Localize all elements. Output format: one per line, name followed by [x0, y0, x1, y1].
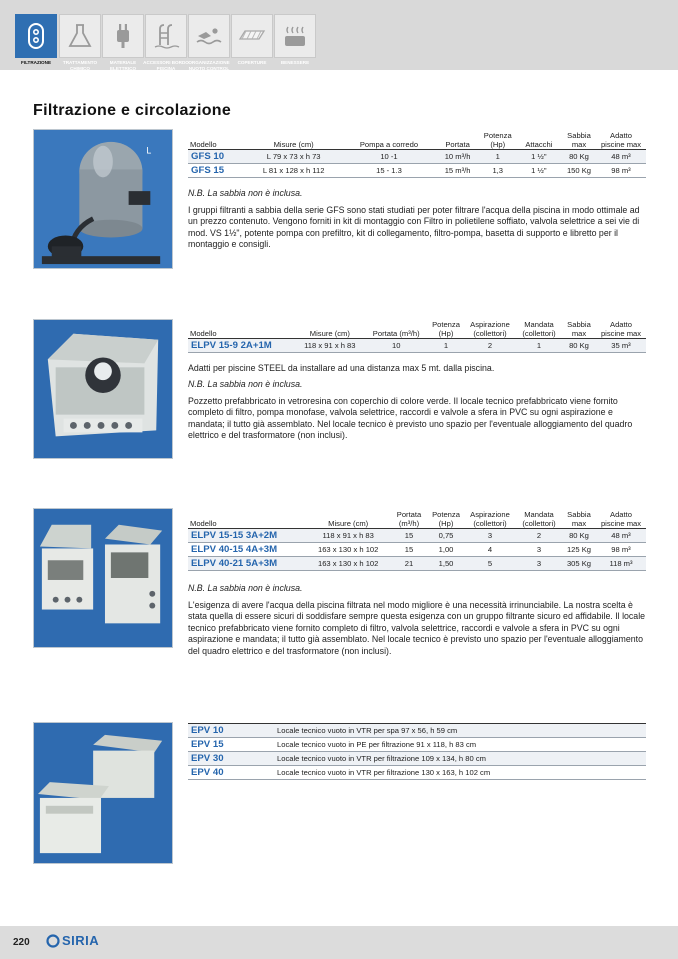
model-code: EPV 15 — [188, 738, 275, 752]
cell: 0,75 — [428, 529, 464, 543]
category-label: MATERIALE ELETTRICO — [109, 60, 137, 71]
cell: 118 x 91 x h 83 — [295, 339, 364, 353]
cell: 1,3 — [480, 164, 516, 178]
brand-logo — [46, 933, 99, 948]
col-header: Aspirazione (collettori) — [464, 320, 516, 339]
cell: 10 -1 — [343, 150, 436, 164]
category-label: FILTRAZIONE — [20, 60, 52, 65]
category-label: TRATTAMENTO CHIMICO — [62, 60, 98, 71]
table-row — [188, 543, 646, 557]
col-header: Portata (m³/h) — [390, 510, 428, 529]
col-header: Potenza (Hp) — [428, 510, 464, 529]
cell: L 79 x 73 x h 73 — [245, 150, 343, 164]
col-header: Attacchi — [516, 131, 562, 150]
cell: 80 Kg — [562, 339, 596, 353]
cell: 1 ½" — [516, 164, 562, 178]
brand-mark-icon — [46, 934, 60, 948]
epv-table — [188, 723, 646, 780]
category-label: ACCESSORI BORDO PISCINA — [143, 60, 189, 71]
model-code: ELPV 40-21 5A+3M — [188, 557, 306, 571]
swimmer-icon — [194, 21, 224, 51]
pool-ladder-icon — [151, 21, 181, 51]
category-label: BENESSERE — [280, 60, 310, 65]
cell: 48 m³ — [596, 529, 646, 543]
sand-note: N.B. La sabbia non è inclusa. — [188, 188, 303, 198]
cell: Locale tecnico vuoto in VTR per filtrazione 130 x 163, h 102 cm — [275, 766, 646, 780]
category-label: COPERTURE — [237, 60, 267, 65]
category-label: ORGANIZZAZIONE NUOTO CONTROL — [188, 60, 230, 71]
cell: 2 — [464, 339, 516, 353]
col-header: Misure (cm) — [306, 510, 390, 529]
cell: 150 Kg — [562, 164, 596, 178]
filter-icon — [21, 21, 51, 51]
col-header: Pompa a corredo — [343, 131, 436, 150]
elpv-steel-subtitle: Adatti per piscine STEEL da installare ad una distanza max 5 mt. dalla piscina. — [188, 363, 495, 373]
brand-name: SIRIA — [62, 933, 100, 948]
col-header: Portata — [435, 131, 479, 150]
flask-icon — [65, 21, 95, 51]
product-photo-elpv — [33, 508, 173, 648]
page-title: Filtrazione e circolazione — [33, 102, 232, 119]
cell: 5 — [464, 557, 516, 571]
gfs-spec-table — [188, 131, 646, 178]
cell: 4 — [464, 543, 516, 557]
cell: 3 — [516, 543, 562, 557]
cell: 10 m³/h — [435, 150, 479, 164]
cell: 2 — [516, 529, 562, 543]
col-header: Misure (cm) — [245, 131, 343, 150]
col-header: Potenza (Hp) — [480, 131, 516, 150]
cell: 1 — [516, 339, 562, 353]
svg-text:L: L — [146, 145, 152, 156]
pool-cover-icon — [237, 21, 267, 51]
col-header: Adatto piscine max — [596, 320, 646, 339]
cell: 1 ½" — [516, 150, 562, 164]
elpv-spec-table — [188, 510, 646, 571]
category-tab-nuoto[interactable] — [188, 14, 230, 58]
table-row — [188, 164, 646, 178]
cell: 48 m³ — [596, 150, 646, 164]
model-code: EPV 40 — [188, 766, 275, 780]
cell: 15 — [390, 543, 428, 557]
col-header: Adatto piscine max — [596, 131, 646, 150]
col-header: Modello — [188, 320, 295, 339]
cell: 163 x 130 x h 102 — [306, 557, 390, 571]
elpv-steel-spec-table — [188, 320, 646, 353]
model-code: GFS 15 — [188, 164, 245, 178]
col-header: Mandata (collettori) — [516, 510, 562, 529]
col-header: Mandata (collettori) — [516, 320, 562, 339]
cell: 15 — [390, 529, 428, 543]
model-code: ELPV 40-15 4A+3M — [188, 543, 306, 557]
technical-rooms-image — [34, 509, 172, 647]
plug-icon — [108, 21, 138, 51]
cell: 1 — [428, 339, 464, 353]
model-code: EPV 30 — [188, 752, 275, 766]
col-header: Adatto piscine max — [596, 510, 646, 529]
cell: Locale tecnico vuoto in VTR per filtrazione 109 x 134, h 80 cm — [275, 752, 646, 766]
model-code: ELPV 15-15 3A+2M — [188, 529, 306, 543]
model-code: ELPV 15-9 2A+1M — [188, 339, 295, 353]
product-photo-elpv-steel — [33, 319, 173, 459]
table-row — [188, 529, 646, 543]
cell: 163 x 130 x h 102 — [306, 543, 390, 557]
sand-filter-image — [34, 130, 172, 268]
footer-bar — [0, 926, 678, 959]
cell: 1,00 — [428, 543, 464, 557]
col-header: Potenza (Hp) — [428, 320, 464, 339]
col-header: Sabbia max — [562, 131, 596, 150]
cell: 305 Kg — [562, 557, 596, 571]
product-photo-gfs — [33, 129, 173, 269]
page-number: 220 — [13, 937, 30, 948]
cell: 1,50 — [428, 557, 464, 571]
cell: 125 Kg — [562, 543, 596, 557]
cell: 10 — [364, 339, 428, 353]
elpv-description: L'esigenza di avere l'acqua della piscina filtrata nel modo migliore è una necessità irrinunciabile. La nostra scelta è stata quella di essere sicuri di soddisfare sempre questa esigenza con un gruppo filtrante sicuro ed affidabile. Il locale tecnico prefabbricato viene fornito completo di filtro, valvola selettrice, raccordi e valvole a sfera in PVC su ogni aspirazione e mandata; il tutto già assemblato. Nel locale tecnico è previsto uno spazio per l'eventuale alloggiamento del quadro elettrico e del trasformatore (non inclusi). — [188, 600, 646, 656]
category-tab-coperture[interactable] — [231, 14, 273, 58]
col-header: Misure (cm) — [295, 320, 364, 339]
table-row — [188, 766, 646, 780]
col-header: Portata (m³/h) — [364, 320, 428, 339]
category-tab-benessere[interactable] — [274, 14, 316, 58]
col-header: Aspirazione (collettori) — [464, 510, 516, 529]
table-row — [188, 738, 646, 752]
cell: 15 m³/h — [435, 164, 479, 178]
cell: 98 m³ — [596, 164, 646, 178]
cell: Locale tecnico vuoto in PE per filtrazione 91 x 118, h 83 cm — [275, 738, 646, 752]
cell: 80 Kg — [562, 150, 596, 164]
table-row — [188, 557, 646, 571]
col-header: Modello — [188, 131, 245, 150]
elpv-steel-description: Pozzetto prefabbricato in vetroresina con coperchio di colore verde. Il locale tecnico prefabbricato viene fornito completo di filtro, pompa monofase, valvola selettrice, raccordi e valvole a sfera in PVC su ogni aspirazione e mandata; il tutto già assemblato. Nel locale tecnico è previsto uno spazio per l'eventuale alloggiamento del quadro elettrico e del trasformatore (non inclusi). — [188, 396, 633, 441]
model-code: EPV 10 — [188, 724, 275, 738]
cell: Locale tecnico vuoto in VTR per spa 97 x 56, h 59 cm — [275, 724, 646, 738]
empty-technical-rooms-image — [34, 723, 172, 863]
model-code: GFS 10 — [188, 150, 245, 164]
cell: 3 — [516, 557, 562, 571]
cell: 98 m³ — [596, 543, 646, 557]
category-tab-accessori[interactable] — [145, 14, 187, 58]
product-photo-epv — [33, 722, 173, 864]
col-header: Sabbia max — [562, 510, 596, 529]
category-tab-filtrazione[interactable] — [15, 14, 57, 58]
cell: 118 m³ — [596, 557, 646, 571]
col-header: Sabbia max — [562, 320, 596, 339]
spa-icon — [280, 21, 310, 51]
cell: 1 — [480, 150, 516, 164]
cell: 15 - 1.3 — [343, 164, 436, 178]
category-tab-trattamento[interactable] — [59, 14, 101, 58]
col-header: Modello — [188, 510, 306, 529]
table-row — [188, 752, 646, 766]
table-row — [188, 150, 646, 164]
sand-note: N.B. La sabbia non è inclusa. — [188, 379, 303, 389]
technical-room-image — [34, 320, 172, 458]
gfs-description: I gruppi filtranti a sabbia della serie GFS sono stati studiati per poter filtrare l'acqua della piscina in modo ottimale ad un prezzo contenuto. Vengono forniti in kit di montaggio con Filtro in polietilene soffiato, valvola selettrice a sei vie di mod. VS 1½", potente pompa con prefiltro, kit di collegamento, filtro-pompa, basetta di supporto e libretto per il montaggio e consigli. — [188, 205, 640, 250]
cell: 35 m³ — [596, 339, 646, 353]
cell: 21 — [390, 557, 428, 571]
sand-note: N.B. La sabbia non è inclusa. — [188, 583, 303, 593]
cell: 80 Kg — [562, 529, 596, 543]
table-row — [188, 339, 646, 353]
cell: L 81 x 128 x h 112 — [245, 164, 343, 178]
cell: 118 x 91 x h 83 — [306, 529, 390, 543]
table-row — [188, 724, 646, 738]
cell: 3 — [464, 529, 516, 543]
category-tab-elettrico[interactable] — [102, 14, 144, 58]
